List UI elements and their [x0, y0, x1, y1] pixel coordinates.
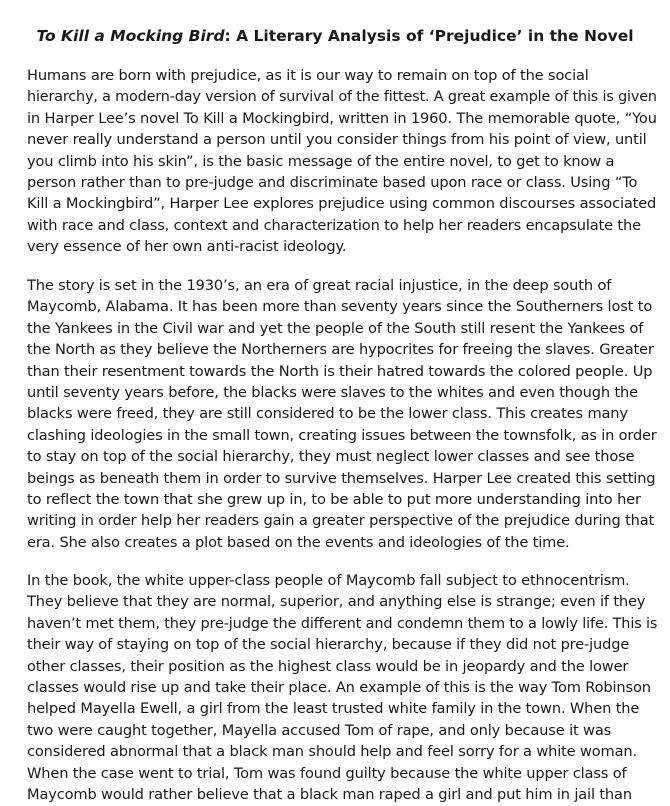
text-line: writing in order help her readers gain a greater perspective of the prejudice during that [27, 512, 655, 530]
text-line: considered abnormal that a black man should help and feel sorry for a white woman. [27, 743, 638, 761]
text-line: Kill a Mockingbird”, Harper Lee explores prejudice using common discourses associated [27, 195, 657, 213]
text-line: person rather than to pre-judge and discriminate based upon race or class. Using “To [27, 174, 638, 192]
text-line: Humans are born with prejudice, as it is our way to remain on top of the social [27, 67, 589, 84]
text-line: the North as they believe the Northerners are hypocrites for freeing the slaves. Greater [27, 341, 654, 359]
text-line: until seventy years before, the blacks were slaves to the whites and even though the [27, 384, 638, 402]
text-line: helped Mayella Ewell, a girl from the least trusted white family in the town. When the [27, 700, 640, 718]
text-line: two were caught together, Mayella accused Tom of rape, and only because it was [27, 721, 612, 739]
text-line: hierarchy, a modern-day version of survival of the fittest. A great example of this is given [27, 88, 657, 106]
text-line: blacks were freed, they are still considered to be the lower class. This creates many [27, 405, 628, 423]
text-line: classes would rise up and take their place. An example of this is the way Tom Robinson [27, 679, 651, 697]
text-line: When the case went to trial, Tom was found guilty because the white upper class of [27, 764, 627, 782]
text-line: They believe that they are normal, superior, and anything else is strange; even if they [27, 593, 646, 611]
text-line: The story is set in the 1930’s, an era of great racial injustice, in the deep south of [27, 277, 612, 294]
text-line: Maycomb, Alabama. It has been more than seventy years since the Southerners lost to [27, 298, 653, 316]
text-line: haven’t met them, they pre-judge the different and condemn them to a lowly life. This is [27, 614, 658, 632]
text-line: other classes, their position as the highest class would be in jeopardy and the lower [27, 657, 629, 675]
paragraph-2 [27, 275, 657, 553]
paragraph-3 [27, 570, 657, 805]
text-line: you climb into his skin”, is the basic message of the entire novel, to get to know a [27, 152, 615, 170]
text-line: very essence of her own anti-racist ideology. [27, 238, 347, 256]
paragraph-1 [27, 65, 657, 258]
text-line: their way of staying on top of the social hierarchy, because if they did not pre-judge [27, 636, 630, 654]
title-subtitle: : A Literary Analysis of ‘Prejudice’ in the Novel [224, 27, 634, 45]
text-line: Maycomb would rather believe that a black man raped a girl and put him in jail than [27, 786, 632, 804]
text-line: than their resentment towards the North is their hatred towards the colored people. Up [27, 362, 653, 380]
text-line: clashing ideologies in the small town, creating issues between the townsfolk, as in order [27, 426, 657, 444]
text-line: beings as beneath them in order to survive themselves. Harper Lee created this setting [27, 469, 656, 487]
text-line: in Harper Lee’s novel To Kill a Mockingbird, written in 1960. The memorable quote, “You [27, 109, 657, 127]
text-line: to stay on top of the social hierarchy, they must neglect lower classes and see those [27, 448, 635, 466]
text-line: the Yankees in the Civil war and yet the people of the South still resent the Yankees of [27, 319, 644, 337]
text-line: with race and class, context and characterization to help her readers encapsulate the [27, 216, 641, 234]
text-line: era. She also creates a plot based on the events and ideologies of the time. [27, 533, 570, 551]
text-line: to reflect the town that she grew up in, to be able to put more understanding into her [27, 491, 641, 509]
text-line: In the book, the white upper-class people of Maycomb fall subject to ethnocentrism. [27, 572, 630, 589]
title-book-name: To Kill a Mocking Bird [36, 27, 225, 45]
text-line: never really understand a person until you consider things from his point of view, until [27, 131, 647, 149]
page-title [0, 26, 670, 46]
